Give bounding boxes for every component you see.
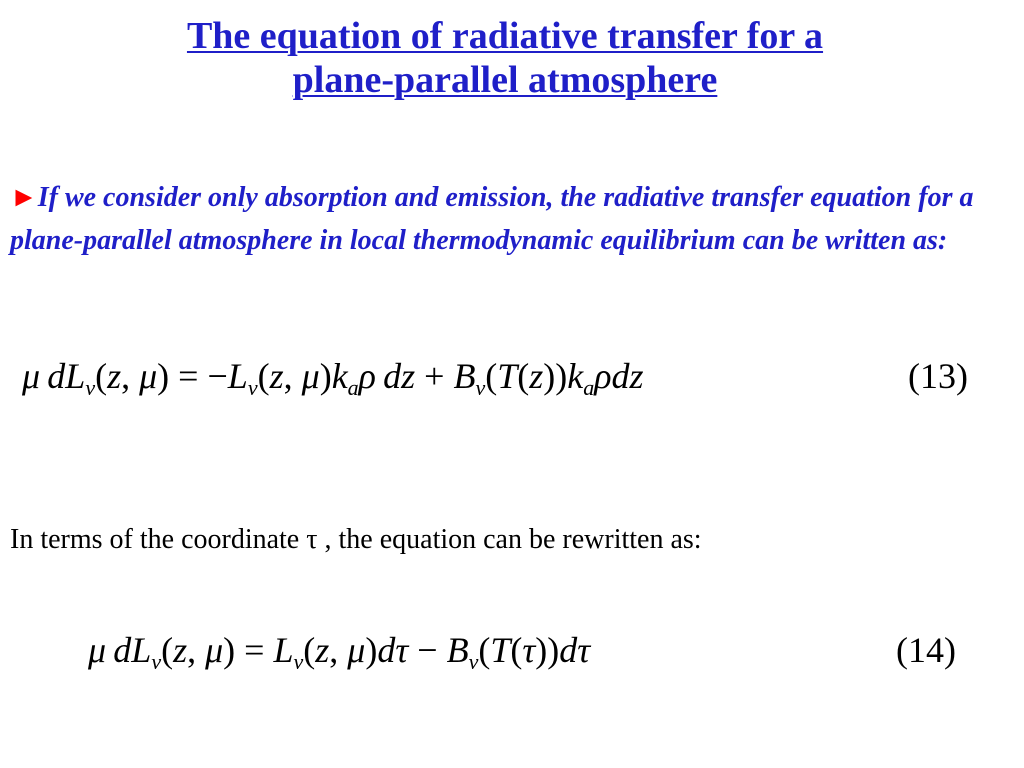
paragraph-2-text-after: , the equation can be rewritten as: (324, 524, 702, 555)
bullet-arrow-icon: ► (10, 182, 38, 213)
paragraph-2 (10, 522, 702, 558)
intro-text: If we consider only absorption and emission, the radiative transfer equation for a plane-parallel atmosphere in local thermodynamic equilibrium can be written as: (10, 182, 974, 256)
equation-13: μ $dL_\nu(z$, $\mu) = -L_\nu(z$, $\mu)k_a\rho$ dz + $B_\nu(T(z))k_a\rho dz$ (22, 356, 644, 400)
equation-14-number: (14) (896, 630, 956, 670)
slide-title (0, 14, 1010, 102)
equation-14: μ $dL_\nu(z$, $\mu) = L_\nu(z$, $\mu)d\tau - B_\nu(T(\tau))d\tau$ (88, 630, 591, 674)
equation-13-number: (13) (908, 356, 968, 396)
title-line-1: The equation of radiative transfer for a (186, 15, 824, 57)
tau-symbol: τ (306, 524, 318, 555)
intro-paragraph (10, 176, 1010, 262)
paragraph-2-text-before: In terms of the coordinate (10, 524, 300, 555)
title-line-2: plane-parallel atmosphere (292, 59, 718, 101)
